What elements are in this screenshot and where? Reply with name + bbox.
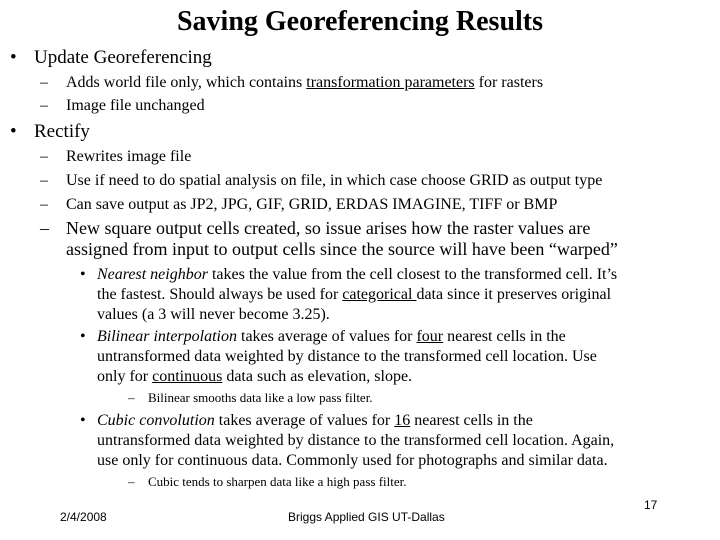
dash-icon: – [40, 148, 48, 165]
underlined-term: 16 [394, 412, 411, 429]
underlined-term: transformation parameters [306, 74, 475, 91]
sub-item-spatial-analysis: – Use if need to do spatial analysis on file, in which case choose GRID as output type [40, 172, 603, 189]
dash-icon: – [40, 74, 48, 91]
dash-icon: – [40, 172, 48, 189]
method-nearest-neighbor: • Nearest neighbor takes the value from the cell closest to the transformed cell. It’s the fastest. Should always be used for categorical data since it preserves original values (a 3 will never become 3.25). [80, 266, 618, 323]
dash-icon: – [128, 474, 135, 489]
method-name: Bilinear interpolation [97, 328, 237, 345]
bullet-update-georeferencing [10, 46, 212, 70]
sub-item-rewrites: – Rewrites image file [40, 148, 192, 165]
heading-update: Update Georeferencing [34, 47, 212, 68]
dash-icon: – [128, 390, 135, 405]
bullet-icon: • [80, 266, 86, 283]
method-cubic: • Cubic convolution takes average of values for 16 nearest cells in the untransformed data weighted by distance to the transformed cell location. Again, use only for continuous data. Commonly used for photographs and similar data. [80, 412, 615, 469]
method-name: Cubic convolution [97, 412, 215, 429]
dash-icon: – [40, 218, 49, 238]
bullet-icon: • [80, 412, 86, 429]
underlined-term: four [416, 328, 444, 345]
dash-icon: – [40, 97, 48, 114]
sub-item-image-unchanged: – Image file unchanged [40, 97, 205, 114]
note-cubic: – Cubic tends to sharpen data like a high pass filter. [128, 474, 407, 489]
note-bilinear: – Bilinear smooths data like a low pass filter. [128, 390, 373, 405]
underlined-term: categorical [342, 286, 417, 303]
footer-source: Briggs Applied GIS UT-Dallas [288, 510, 445, 524]
underlined-term: continuous [152, 368, 223, 385]
bullet-rectify [10, 120, 90, 144]
sub-item-save-output: – Can save output as JP2, JPG, GIF, GRID, ERDAS IMAGINE, TIFF or BMP [40, 196, 558, 213]
heading-rectify: Rectify [34, 121, 90, 142]
page-number: 17 [644, 498, 658, 512]
footer-date: 2/4/2008 [60, 510, 107, 524]
bullet-icon: • [10, 47, 17, 68]
sub-item-new-cells: – New square output cells created, so issue arises how the raster values are assigned from input to output cells since the source will have been “warped” [40, 218, 618, 259]
bullet-icon: • [10, 121, 17, 142]
sub-item-adds-world-file: – Adds world file only, which contains transformation parameters for rasters [40, 74, 544, 91]
bullet-icon: • [80, 328, 86, 345]
method-name: Nearest neighbor [97, 266, 208, 283]
slide-title: Saving Georeferencing Results [176, 6, 544, 37]
dash-icon: – [40, 196, 48, 213]
method-bilinear: • Bilinear interpolation takes average of values for four nearest cells in the untransformed data weighted by distance to the transformed cell location. Use only for continuous data such as elevation, slope. [80, 328, 597, 385]
